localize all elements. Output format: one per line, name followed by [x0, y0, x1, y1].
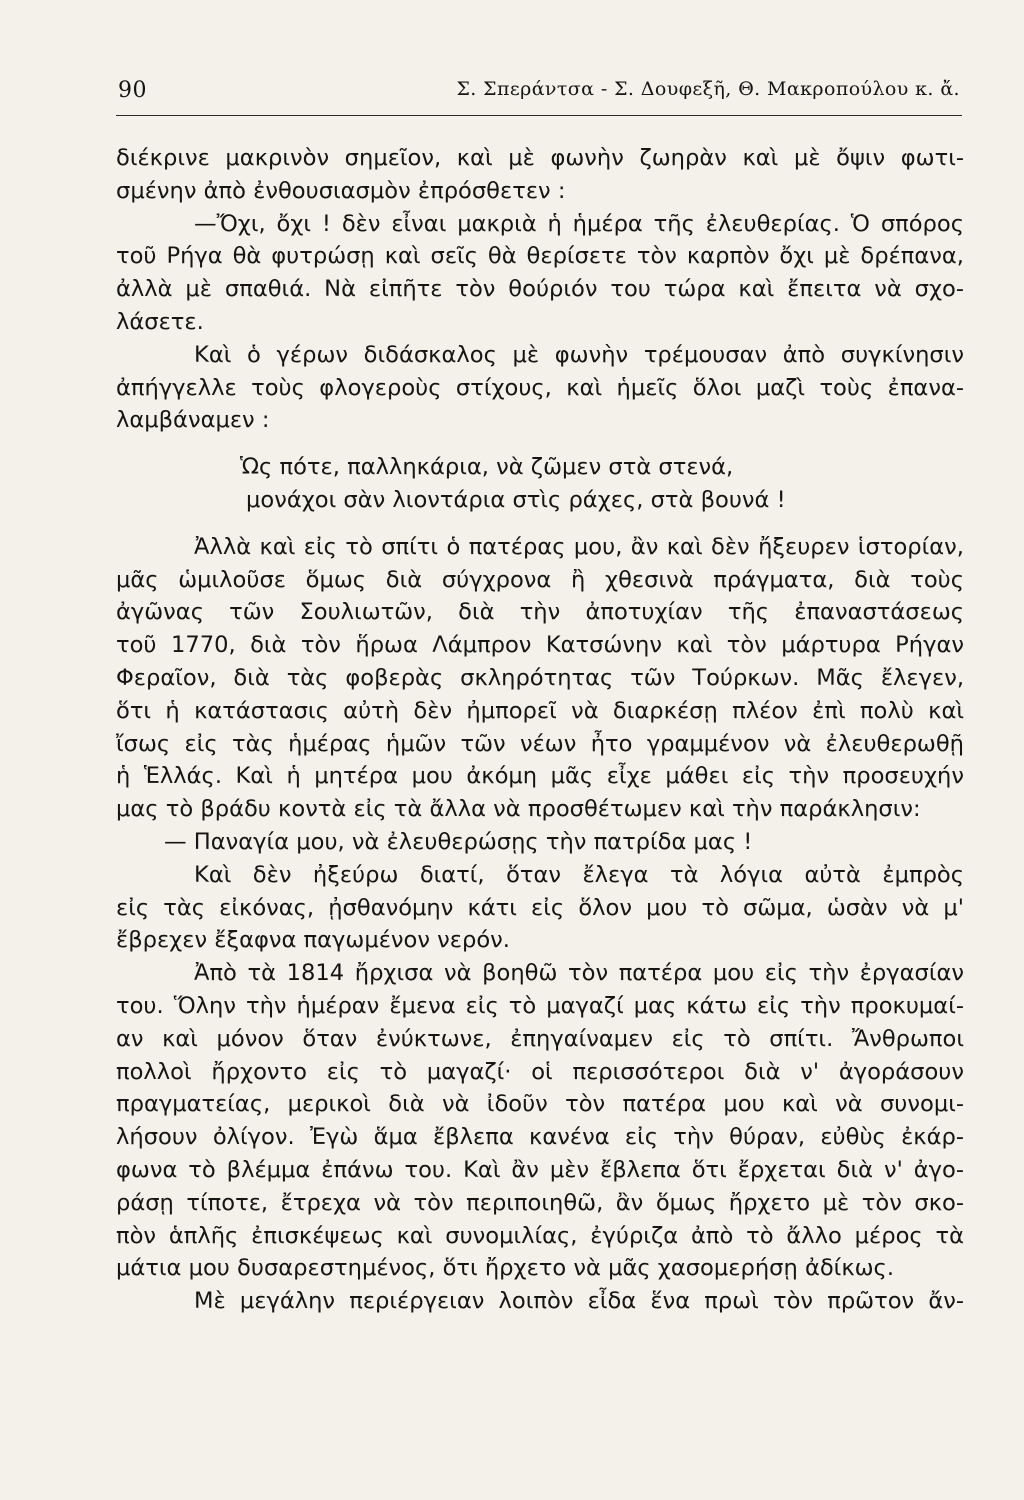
- text-line: Ἀπὸ τὰ 1814 ἤρχισα νὰ βοηθῶ τὸν πατέρα μου εἰς τὴν ἐργασίαν: [194, 960, 964, 987]
- text-line: ἡ Ἑλλάς. Καὶ ἡ μητέρα μου ἀκόμη μᾶς εἶχε μάθει εἰς τὴν προσευχήν: [116, 763, 964, 790]
- text-line: λάσετε.: [116, 308, 204, 335]
- text-line: Φεραῖον, διὰ τὰς φοβερὰς σκληρότητας τῶν Τούρκων. Μᾶς ἔλεγεν,: [116, 664, 964, 691]
- text-line: τοῦ Ρήγα θὰ φυτρώσῃ καὶ σεῖς θὰ θερίσετε τὸν καρπὸν ὄχι μὲ δρέπανα,: [116, 243, 964, 270]
- text-line: — Παναγία μου, νὰ ἐλευθερώσῃς τὴν πατρίδα μας !: [164, 828, 753, 855]
- text-line: σμένην ἀπὸ ἐνθουσιασμὸν ἐπρόσθετεν :: [116, 177, 566, 204]
- header-rule: [116, 115, 962, 116]
- text-line: ὅτι ἡ κατάστασις αὐτὴ δὲν ἠμπορεῖ νὰ διαρκέσῃ πλέον ἐπὶ πολὺ καὶ: [116, 697, 964, 724]
- poem-line: Ὡς πότε, παλληκάρια, νὰ ζῶμεν στὰ στενά,: [240, 454, 734, 481]
- page-header: [118, 78, 960, 112]
- text-line: εἰς τὰς εἰκόνας, ᾐσθανόμην κάτι εἰς ὅλον μου τὸ σῶμα, ὡσὰν νὰ μ': [116, 894, 964, 921]
- text-line: μάτια μου δυσαρεστημένος, ὅτι ἤρχετο νὰ μᾶς χασομερήσῃ ἀδίκως.: [116, 1255, 894, 1282]
- text-line: ἀλλὰ μὲ σπαθιά. Νὰ εἰπῆτε τὸν θούριόν του τώρα καὶ ἔπειτα νὰ σχο-: [116, 276, 964, 303]
- body-text: [116, 142, 964, 1318]
- text-line: Ἀλλὰ καὶ εἰς τὸ σπίτι ὁ πατέρας μου, ἂν καὶ δὲν ἤξευρεν ἱστορίαν,: [194, 533, 964, 560]
- text-line: μᾶς ὡμιλοῦσε ὅμως διὰ σύγχρονα ἢ χθεσινὰ πράγματα, διὰ τοὺς: [116, 566, 964, 593]
- text-line: αν καὶ μόνον ὅταν ἐνύκτωνε, ἐπηγαίναμεν εἰς τὸ σπίτι. Ἄνθρωποι: [116, 1025, 964, 1052]
- text-line: ἀπήγγελλε τοὺς φλογεροὺς στίχους, καὶ ἡμεῖς ὅλοι μαζὶ τοὺς ἐπανα-: [116, 374, 964, 401]
- text-line: διέκρινε μακρινὸν σημεῖον, καὶ μὲ φωνὴν ζωηρὰν καὶ μὲ ὄψιν φωτι-: [116, 145, 964, 171]
- text-line: Καὶ ὁ γέρων διδάσκαλος μὲ φωνὴν τρέμουσαν ἀπὸ συγκίνησιν: [194, 341, 964, 368]
- text-line: μας τὸ βράδυ κοντὰ εἰς τὰ ἄλλα νὰ προσθέτωμεν καὶ τὴν παράκλησιν:: [116, 796, 921, 823]
- text-line: λαμβάναμεν :: [116, 407, 270, 434]
- text-line: τοῦ 1770, διὰ τὸν ἥρωα Λάμπρον Κατσώνην καὶ τὸν μάρτυρα Ρήγαν: [116, 632, 964, 659]
- page-number: 90: [118, 78, 147, 103]
- text-line: Μὲ μεγάλην περιέργειαν λοιπὸν εἶδα ἕνα πρωὶ τὸν πρῶτον ἄν-: [194, 1288, 964, 1315]
- text-line: φωνα τὸ βλέμμα ἐπάνω του. Καὶ ἂν μὲν ἔβλεπα ὅτι ἔρχεται διὰ ν' ἀγο-: [116, 1156, 964, 1183]
- text-line: λήσουν ὀλίγον. Ἐγὼ ἅμα ἔβλεπα κανένα εἰς τὴν θύραν, εὐθὺς ἐκάρ-: [116, 1124, 964, 1151]
- text-line: πραγματείας, μερικοὶ διὰ νὰ ἰδοῦν τὸν πατέρα μου καὶ νὰ συνομι-: [116, 1091, 964, 1118]
- text-line: ράσῃ τίποτε, ἔτρεχα νὰ τὸν περιποιηθῶ, ἂν ὅμως ἤρχετο μὲ τὸν σκο-: [116, 1189, 964, 1216]
- text-line: Καὶ δὲν ἠξεύρω διατί, ὅταν ἔλεγα τὰ λόγια αὐτὰ ἐμπρὸς: [194, 861, 964, 888]
- text-line: ἴσως εἰς τὰς ἡμέρας ἡμῶν τῶν νέων ἦτο γραμμένον νὰ ἐλευθερωθῇ: [116, 730, 964, 757]
- text-line: του. Ὅλην τὴν ἡμέραν ἔμενα εἰς τὸ μαγαζί μας κάτω εἰς τὴν προκυμαί-: [116, 992, 964, 1019]
- text-line: πολλοὶ ἤρχοντο εἰς τὸ μαγαζί· οἱ περισσότεροι διὰ ν' ἀγοράσουν: [116, 1058, 964, 1085]
- text-line: ἔβρεχεν ἔξαφνα παγωμένον νερόν.: [116, 927, 510, 954]
- poem-line: μονάχοι σὰν λιοντάρια στὶς ράχες, στὰ βουνά !: [246, 486, 786, 513]
- running-head: Σ. Σπεράντσα - Σ. Δουφεξῆ, Θ. Μακροπούλου κ. ἄ.: [456, 78, 960, 100]
- text-line: πὸν ἁπλῆς ἐπισκέψεως καὶ συνομιλίας, ἐγύριζα ἀπὸ τὸ ἄλλο μέρος τὰ: [116, 1222, 964, 1249]
- text-line: —Ὄχι, ὄχι ! δὲν εἶναι μακριὰ ἡ ἡμέρα τῆς ἐλευθερίας. Ὁ σπόρος: [194, 210, 964, 237]
- text-line: ἀγῶνας τῶν Σουλιωτῶν, διὰ τὴν ἀποτυχίαν τῆς ἐπαναστάσεως: [116, 599, 964, 626]
